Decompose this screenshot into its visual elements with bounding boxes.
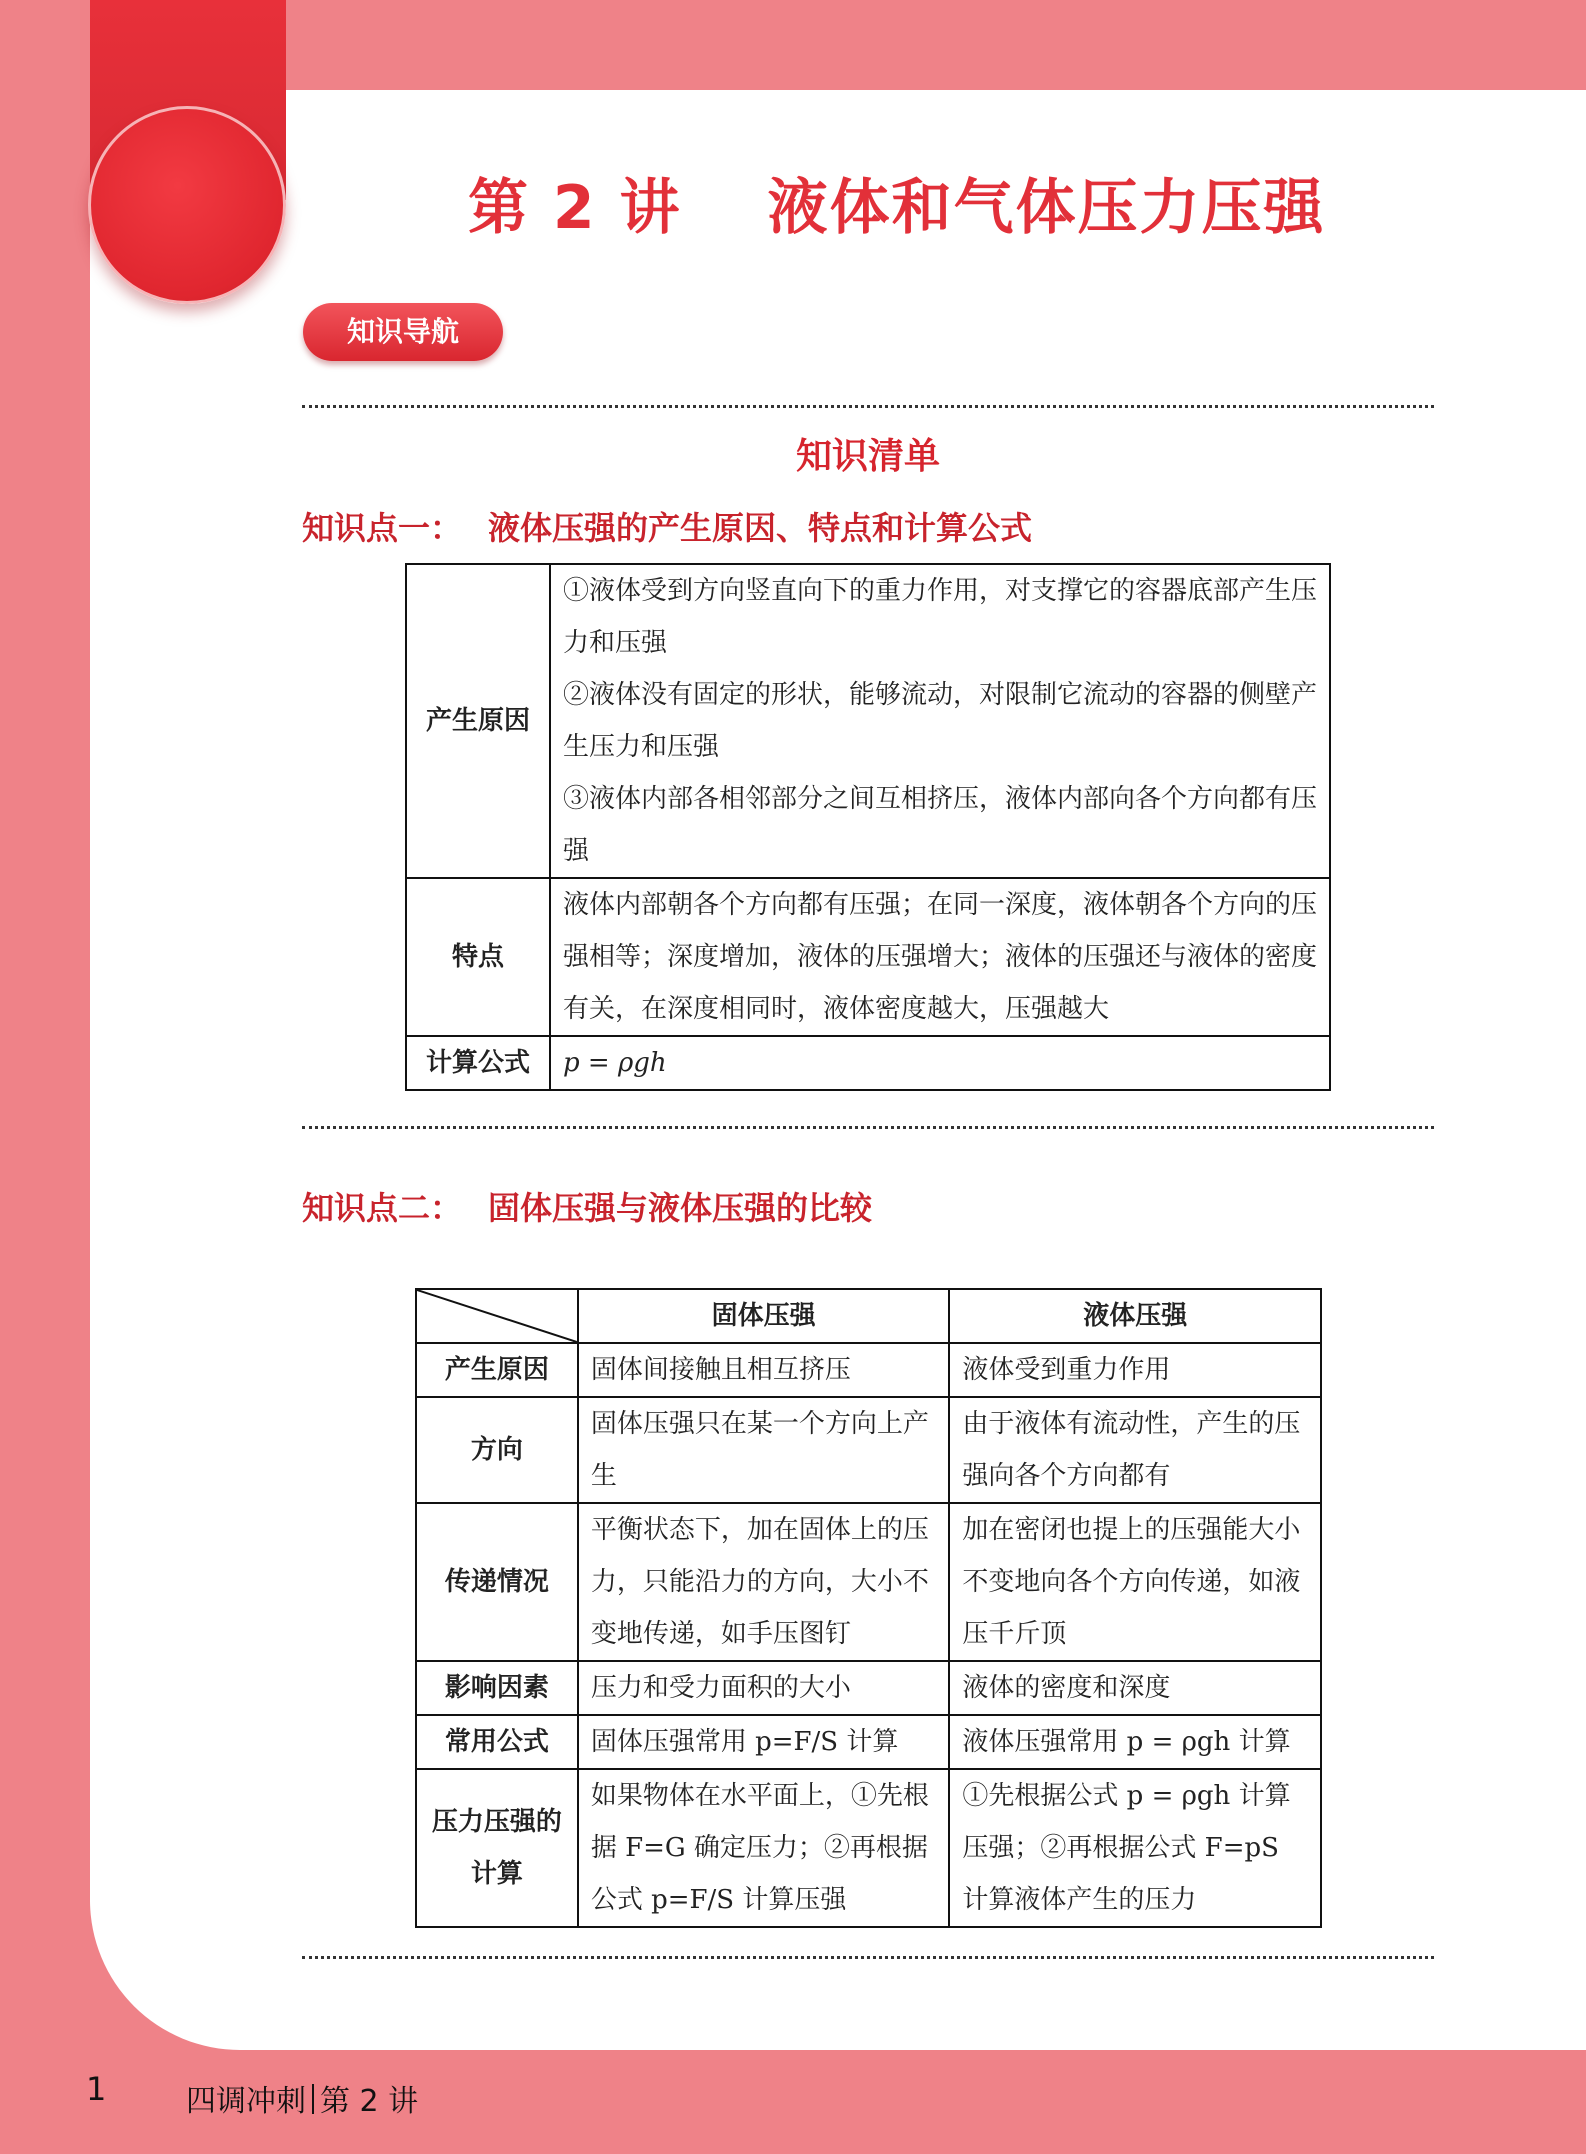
formula-cell <box>550 1036 1330 1090</box>
solid-cell: 固体间接触且相互挤压 <box>578 1343 950 1397</box>
solid-cell: 如果物体在水平面上，①先根据 F=G 确定压力；②再根据公式 p=F/S 计算压强 <box>578 1769 950 1927</box>
table-header-row <box>416 1289 1321 1343</box>
column-header-solid: 固体压强 <box>578 1289 950 1343</box>
table-row <box>406 878 1330 1036</box>
table-row <box>406 1036 1330 1090</box>
cause-line-3: ③液体内部各相邻部分之间互相挤压，液体内部向各个方向都有压强 <box>563 784 1318 866</box>
knowledge-nav-badge: 知识导航 <box>303 303 503 361</box>
section-title: 知识清单 <box>795 436 940 477</box>
row-header: 影响因素 <box>416 1661 578 1715</box>
row-header: 产生原因 <box>416 1343 578 1397</box>
lecture-number: 第 2 讲 <box>468 173 682 243</box>
table-row <box>416 1503 1321 1661</box>
kp2-label: 知识点二： <box>302 1189 463 1227</box>
kp1-label: 知识点一： <box>302 509 463 547</box>
kp1-title: 液体压强的产生原因、特点和计算公式 <box>488 509 1033 547</box>
liquid-cell: 由于液体有流动性，产生的压强向各个方向都有 <box>949 1397 1321 1503</box>
liquid-cell: 液体压强常用 p = ρgh 计算 <box>949 1715 1321 1769</box>
row-header: 压力压强的计算 <box>416 1769 578 1927</box>
solid-cell: 平衡状态下，加在固体上的压力，只能沿力的方向，大小不变地传递，如手压图钉 <box>578 1503 950 1661</box>
footer-series <box>186 2076 418 2120</box>
row-header: 方向 <box>416 1397 578 1503</box>
solid-cell: 固体压强只在某一个方向上产生 <box>578 1397 950 1503</box>
liquid-cell: ①先根据公式 p = ρgh 计算压强；②再根据公式 F=pS 计算液体产生的压力 <box>949 1769 1321 1927</box>
row-header: 计算公式 <box>406 1036 550 1090</box>
liquid-cell: 液体受到重力作用 <box>949 1343 1321 1397</box>
dotted-divider <box>302 1126 1434 1129</box>
cell <box>550 564 1330 878</box>
solid-cell: 固体压强常用 p=F/S 计算 <box>578 1715 950 1769</box>
dotted-divider <box>302 405 1434 408</box>
liquid-cell: 加在密闭也提上的压强能大小不变地向各个方向传递，如液压千斤顶 <box>949 1503 1321 1661</box>
cause-line-1: ①液体受到方向竖直向下的重力作用，对支撑它的容器底部产生压力和压强 <box>563 576 1318 658</box>
table-row <box>416 1769 1321 1927</box>
decorative-circle <box>88 106 286 304</box>
diagonal-corner-cell <box>416 1289 578 1343</box>
page-number: 1 <box>86 2070 107 2108</box>
row-header: 产生原因 <box>406 564 550 878</box>
footer-lecture: 第 2 讲 <box>320 2084 419 2119</box>
liquid-cell: 液体的密度和深度 <box>949 1661 1321 1715</box>
footer-divider <box>312 2084 314 2114</box>
kp2-comparison-table <box>415 1288 1322 1928</box>
row-header: 传递情况 <box>416 1503 578 1661</box>
kp1-table <box>405 563 1331 1091</box>
table-row <box>406 564 1330 878</box>
kp2-heading <box>302 1183 872 1229</box>
series-name: 四调冲刺 <box>186 2084 306 2119</box>
column-header-liquid: 液体压强 <box>949 1289 1321 1343</box>
table-row <box>416 1715 1321 1769</box>
table-row <box>416 1397 1321 1503</box>
row-header: 常用公式 <box>416 1715 578 1769</box>
cause-line-2: ②液体没有固定的形状，能够流动，对限制它流动的容器的侧壁产生压力和压强 <box>563 680 1318 762</box>
kp2-title: 固体压强与液体压强的比较 <box>488 1189 873 1227</box>
cell: 液体内部朝各个方向都有压强；在同一深度，液体朝各个方向的压强相等；深度增加，液体的压强增大；液体的压强还与液体的密度有关，在深度相同时，液体密度越大，压强越大 <box>550 878 1330 1036</box>
kp1-heading <box>302 503 1032 549</box>
lecture-topic: 液体和气体压力压强 <box>767 173 1326 243</box>
row-header: 特点 <box>406 878 550 1036</box>
table-row <box>416 1661 1321 1715</box>
formula: p = ρgh <box>563 1048 667 1078</box>
table-row <box>416 1343 1321 1397</box>
dotted-divider <box>302 1956 1434 1959</box>
page-title <box>468 160 1326 246</box>
solid-cell: 压力和受力面积的大小 <box>578 1661 950 1715</box>
